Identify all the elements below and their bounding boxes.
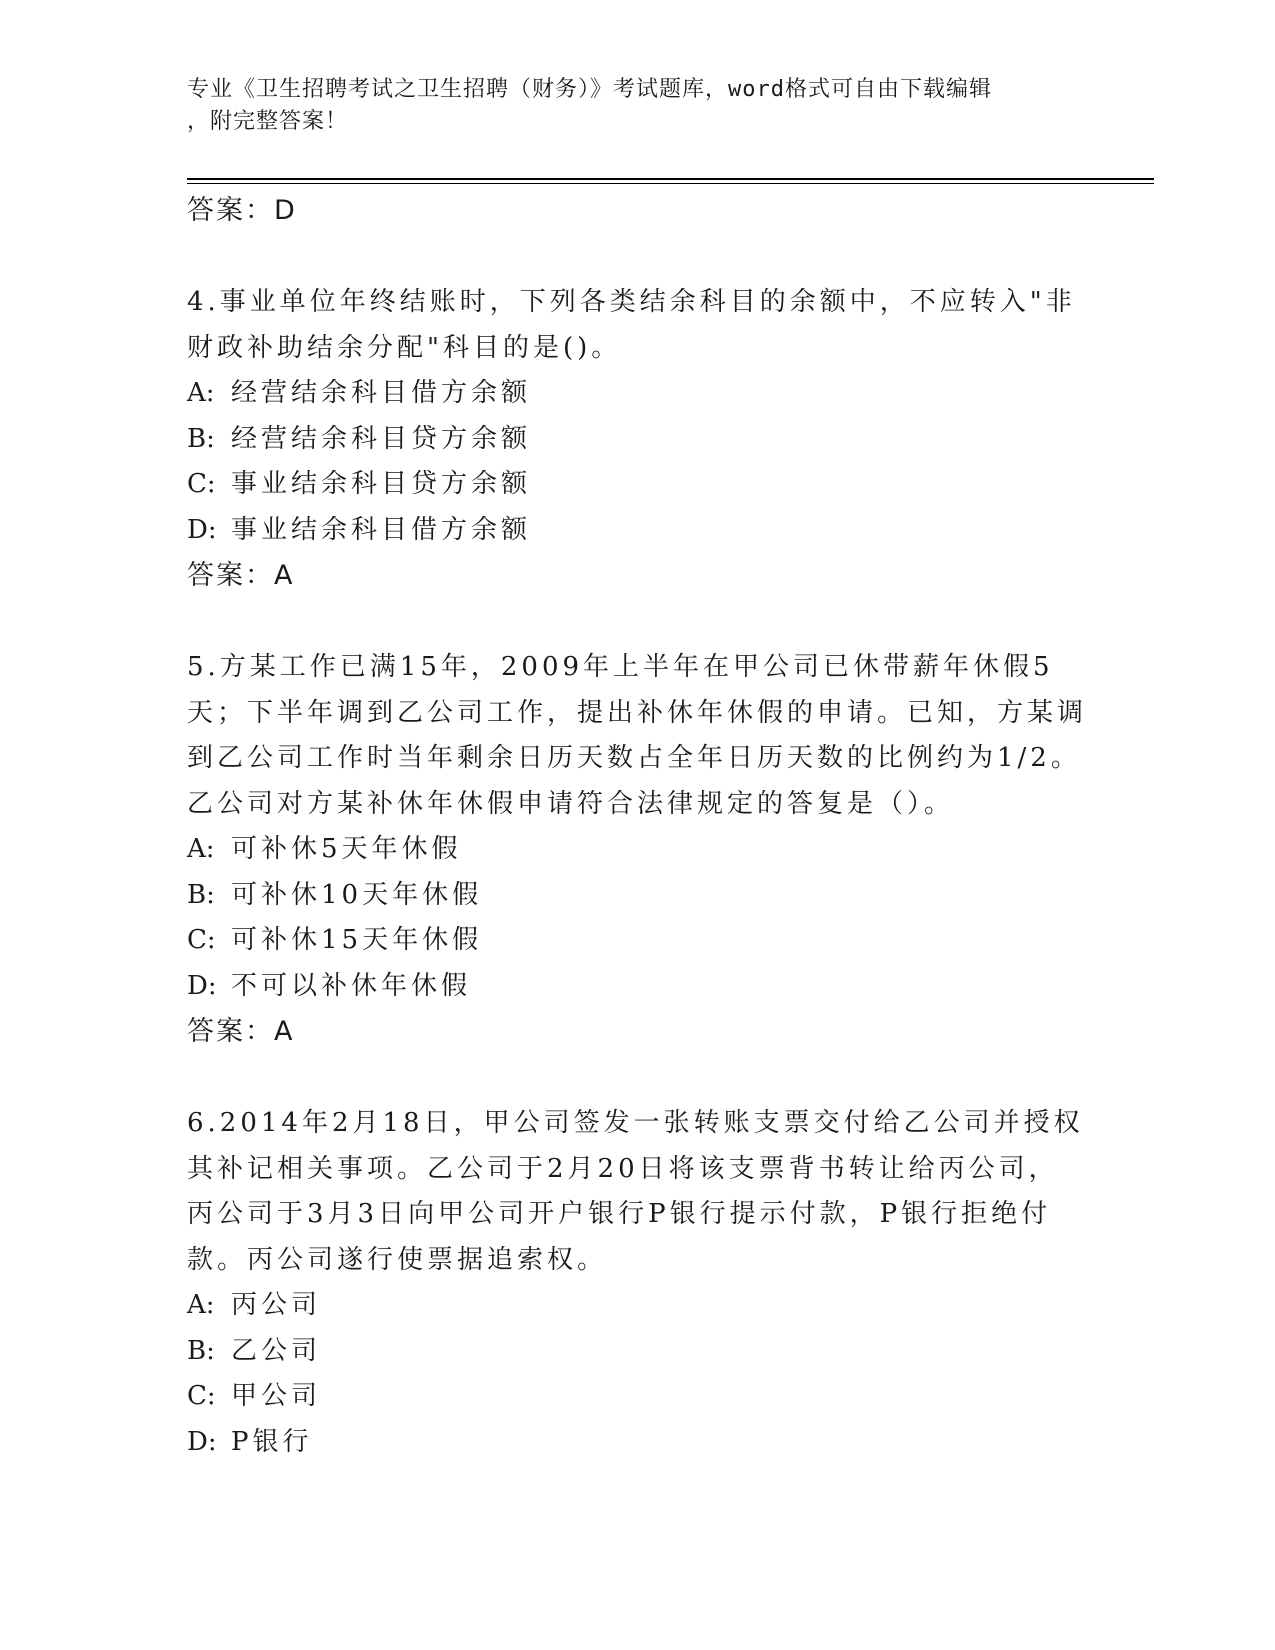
option-letter: B:	[187, 1335, 215, 1366]
option-c	[187, 462, 1087, 508]
option-letter: B:	[187, 423, 215, 454]
header-line-2: ，附完整答案！	[187, 109, 349, 134]
option-text: 经营结余科目贷方余额	[231, 423, 532, 454]
option-c	[187, 1374, 1087, 1420]
option-letter: B:	[187, 879, 215, 910]
option-b	[187, 417, 1087, 463]
option-letter: D:	[187, 1426, 217, 1457]
question-text: 5.方某工作已满15年，2009年上半年在甲公司已休带薪年休假5天；下半年调到乙公司工作，提出补休年休假的申请。已知，方某调到乙公司工作时当年剩余日历天数占全年日历天数的比例约为1/2。乙公司对方某补休年休假申请符合法律规定的答复是（）。	[187, 652, 1088, 819]
option-a	[187, 827, 1087, 873]
answer-5: 答案：A	[187, 1016, 295, 1047]
option-text: 事业结余科目借方余额	[231, 514, 532, 545]
option-text: 可补休10天年休假	[231, 879, 483, 910]
header-line-1: 专业《卫生招聘考试之卫生招聘（财务）》考试题库，word格式可自由下载编辑	[187, 77, 992, 102]
question-5	[187, 645, 1087, 1055]
option-b	[187, 1329, 1087, 1375]
option-text: 经营结余科目借方余额	[231, 378, 532, 408]
option-text: 乙公司	[231, 1335, 322, 1366]
option-text: 事业结余科目贷方余额	[231, 469, 532, 499]
option-letter: A:	[187, 1290, 215, 1320]
option-text: 甲公司	[231, 1381, 322, 1411]
option-b	[187, 873, 1087, 919]
option-d	[187, 508, 1087, 554]
option-letter: A:	[187, 378, 215, 408]
option-letter: D:	[187, 970, 217, 1001]
option-letter: C:	[187, 925, 216, 955]
option-a	[187, 371, 1087, 417]
answer-prev: 答案：D	[187, 195, 297, 226]
option-d	[187, 1420, 1087, 1466]
question-4	[187, 280, 1087, 599]
question-text: 4.事业单位年终结账时，下列各类结余科目的余额中，不应转入"非财政补助结余分配"科目的是()。	[187, 287, 1076, 363]
option-text: P银行	[231, 1426, 313, 1457]
option-a	[187, 1283, 1087, 1329]
question-text: 6.2014年2月18日，甲公司签发一张转账支票交付给乙公司并授权其补记相关事项。乙公司于2月20日将该支票背书转让给丙公司，丙公司于3月3日向甲公司开户银行P银行提示付款，P银行拒绝付款。丙公司遂行使票据追索权。	[187, 1108, 1084, 1275]
option-letter: C:	[187, 469, 216, 499]
option-d	[187, 964, 1087, 1010]
header-divider	[187, 178, 1154, 184]
question-6	[187, 1101, 1087, 1465]
answer-4: 答案：A	[187, 560, 295, 591]
option-text: 不可以补休年休假	[231, 970, 472, 1001]
option-letter: D:	[187, 514, 217, 545]
option-letter: A:	[187, 834, 215, 864]
option-text: 可补休15天年休假	[231, 925, 483, 955]
option-letter: C:	[187, 1381, 216, 1411]
option-text: 可补休5天年休假	[231, 834, 462, 864]
option-c	[187, 918, 1087, 964]
option-text: 丙公司	[231, 1290, 322, 1320]
page-header	[187, 74, 1067, 138]
question-list	[187, 188, 1087, 1465]
